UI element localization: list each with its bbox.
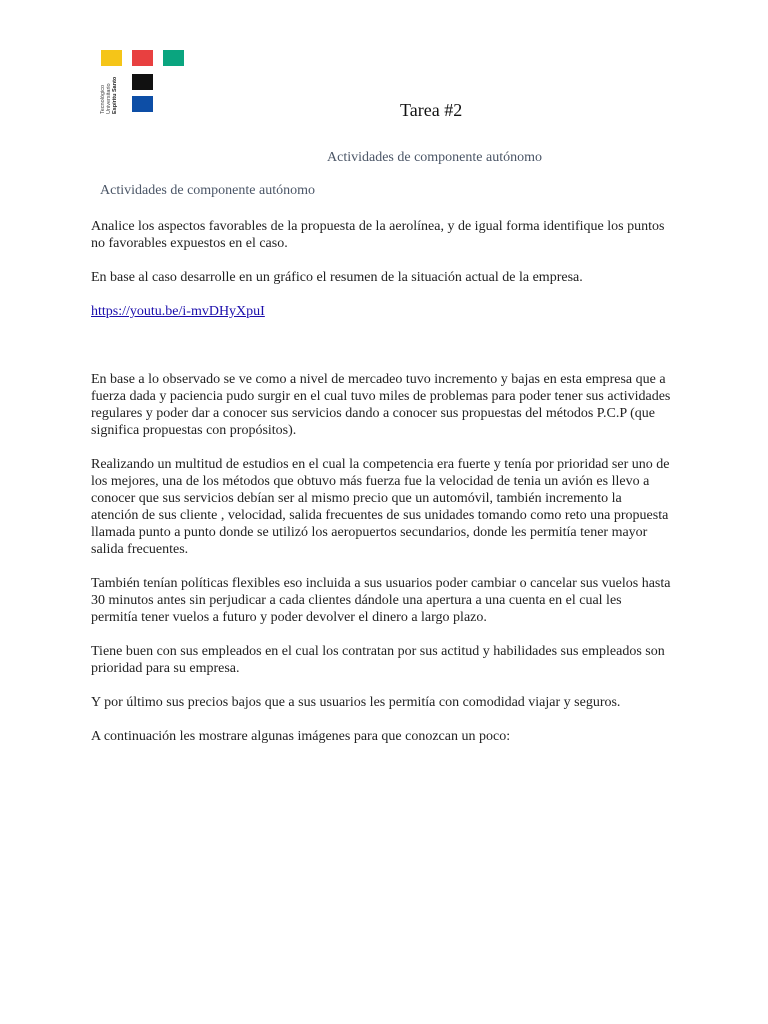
- link-paragraph: [91, 303, 671, 320]
- logo-square-blue: [132, 96, 153, 112]
- logo-square-yellow: [101, 50, 122, 66]
- logo-wordmark: [100, 72, 122, 114]
- youtube-link[interactable]: https://youtu.be/i-mvDHyXpuI: [91, 304, 265, 319]
- logo-line-1: Tecnológico: [100, 84, 106, 114]
- subtitle-right: Actividades de componente autónomo: [327, 150, 542, 165]
- paragraph-instructions-1: Analice los aspectos favorables de la propuesta de la aerolínea, y de igual forma identifique los puntos no favorables expuestos en el caso.: [91, 219, 665, 251]
- university-logo: [100, 48, 190, 118]
- logo-line-3: Espíritu Santo: [112, 76, 118, 114]
- paragraph-images-intro: A continuación les mostrare algunas imágenes para que conozcan un poco:: [91, 729, 511, 744]
- paragraph-policies: También tenían políticas flexibles eso incluida a sus usuarios poder cambiar o cancelar sus vuelos hasta 30 minutos antes sin perjudicar a cada clientes dándole una apertura a una cuenta en el cual les permitía tener vuelos a futuro y poder devolver el dinero a largo plazo.: [91, 576, 671, 625]
- logo-square-red: [132, 50, 153, 66]
- logo-line-2: Universitario: [106, 83, 112, 114]
- paragraph-observation: En base a lo observado se ve como a nivel de mercadeo tuvo incremento y bajas en esta empresa que a fuerza dada y paciencia pudo surgir en el cual tuvo miles de problemas para poder tener sus actividades regulares y poder dar a conocer sus servicios dando a conocer sus propuestas del métodos P.C.P (que significa propuestas con propósitos).: [91, 372, 671, 438]
- logo-square-black: [132, 74, 153, 90]
- paragraph-studies: Realizando un multitud de estudios en el cual la competencia era fuerte y tenía por prioridad ser uno de los mejores, una de los métodos que obtuvo más fuerza fue la velocidad de tenia un avión es llevo a conocer que sus servicios debían ser al mismo precio que un automóvil, también incremento la atención de sus cliente , velocidad, salida frecuentes de sus unidades tomando como reto una propuesta llamada punto a punto donde se utilizó los aeropuertos secundarios, donde les permitía tener mayor salida frecuentes.: [91, 457, 670, 557]
- document-title: Tarea #2: [400, 100, 463, 120]
- document-body: [91, 218, 671, 745]
- subtitle-left: Actividades de componente autónomo: [100, 183, 315, 198]
- logo-square-green: [163, 50, 184, 66]
- paragraph-prices: Y por último sus precios bajos que a sus usuarios les permitía con comodidad viajar y seguros.: [91, 695, 621, 710]
- paragraph-instructions-2: En base al caso desarrolle en un gráfico el resumen de la situación actual de la empresa.: [91, 270, 583, 285]
- paragraph-employees: Tiene buen con sus empleados en el cual los contratan por sus actitud y habilidades sus empleados son prioridad para su empresa.: [91, 644, 665, 676]
